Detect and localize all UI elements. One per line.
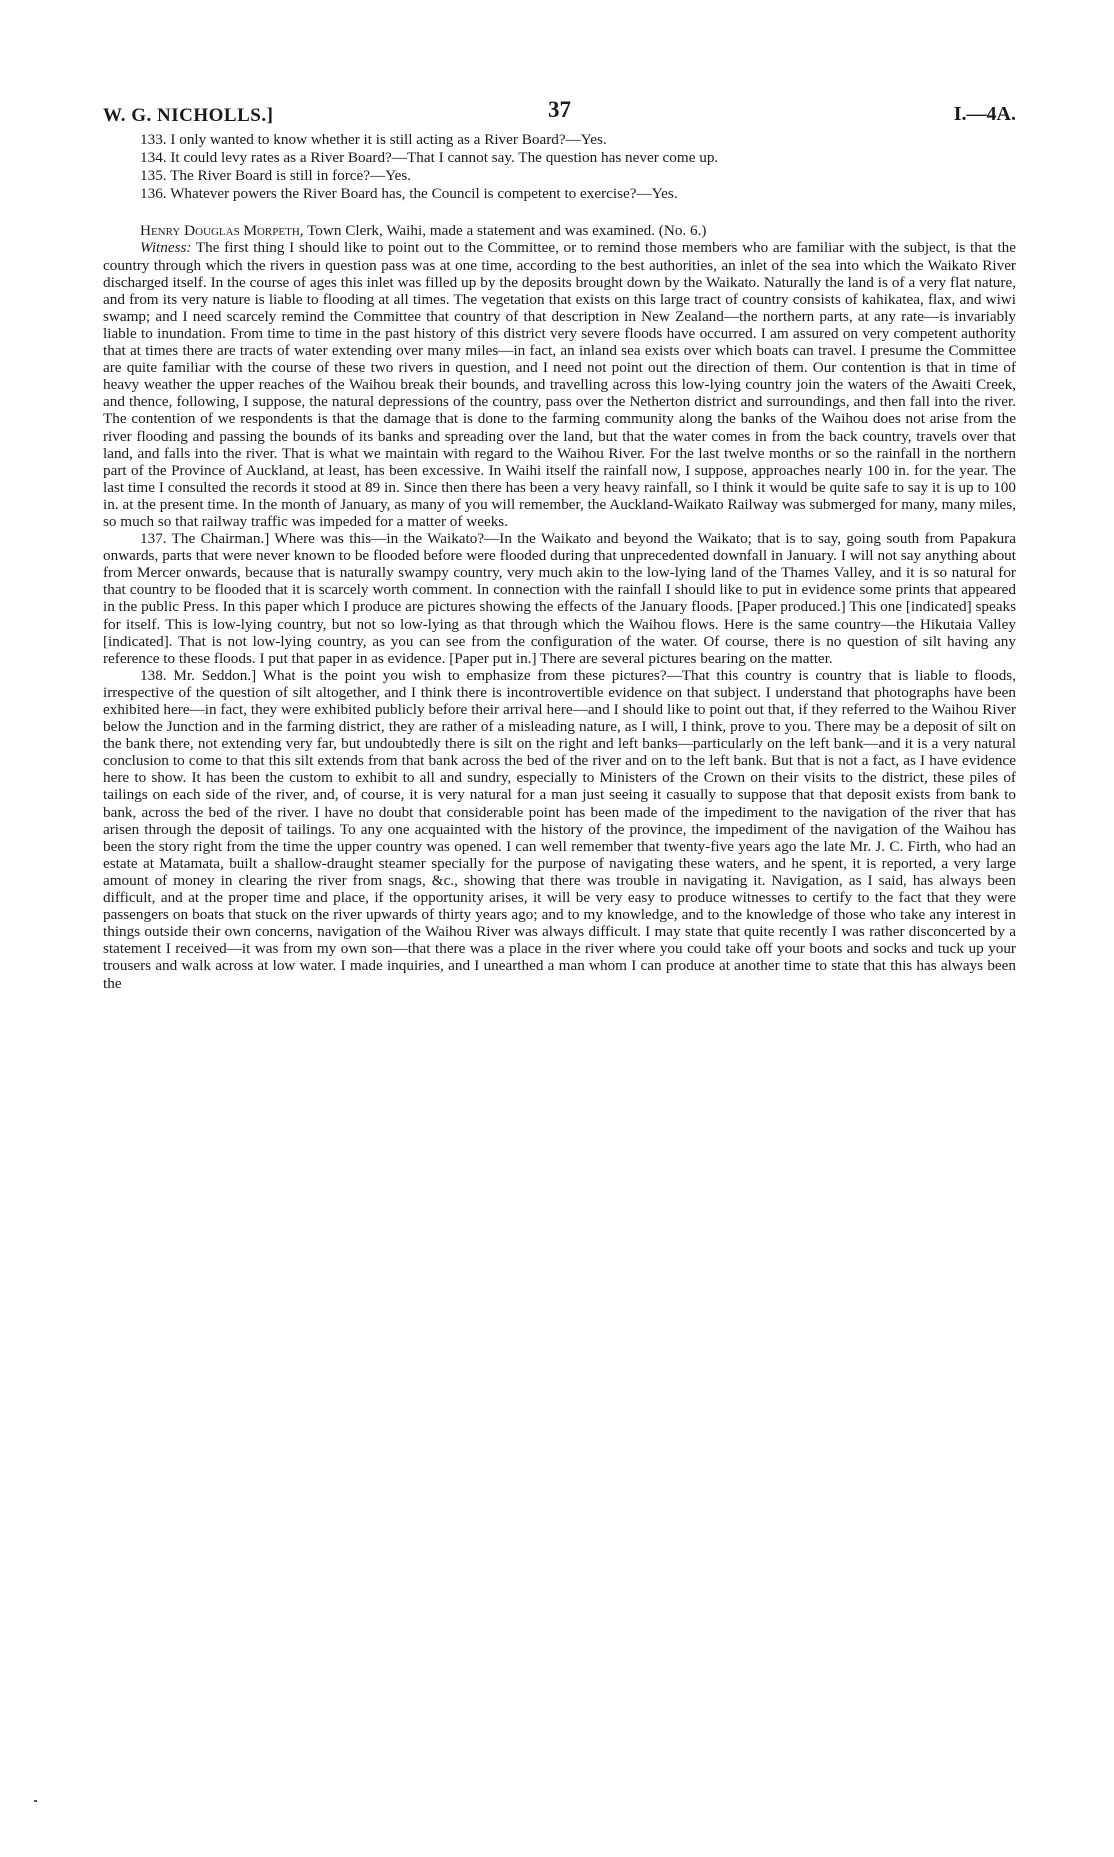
paragraph-lead: 138. Mr. Seddon.] [140, 666, 257, 684]
paragraph-witness-statement [103, 239, 1016, 530]
witness-heading [103, 222, 1016, 239]
header-witness-name: W. G. NICHOLLS.] [103, 105, 274, 126]
paragraph-body: What is the point you wish to emphasize from these pictures?—That this country is country that is liable to floods, irrespective of the question of silt altogether, and I think there is incontrovertible evidence on that subject. I understand that photographs have been exhibited here—in fact, they were exhibited publicly before their arrival here—and I should like to point out that, if they referred to the Waihou River below the Junction and in the farming district, they are rather of a misleading nature, as I will, I think, prove to you. There may be a deposit of silt on the bank there, not extending very far, but undoubtedly there is silt on the right and left banks—particularly on the left bank—and it is a very natural conclusion to come to that this silt extends from that bank across the bed of the river and on to the left bank. But that is not a fact, as I have evidence here to show. It has been the custom to exhibit to all and sundry, especially to Ministers of the Crown on their visits to the district, these piles of tailings on each side of the river, and, of course, it is very natural for a man just seeing it casually to suppose that that deposit exists from bank to bank, across the bed of the river. I have no doubt that considerable point has been made of the impediment to the navigation of the river that has arisen through the deposit of tailings. To any one acquainted with the history of the province, the impediment of the navigation of the Waihou has been the story right from the time the upper country was opened. I can well remember that twenty-five years ago the late Mr. J. C. Firth, who had an estate at Matamata, built a shallow-draught steamer specially for the purpose of navigating these waters, and he spent, it is reported, a very large amount of money in clearing the river from snags, &c., showing that there was trouble in navigating it. Navigation, as I said, has always been difficult, and at the proper time and place, if the opportunity arises, it will be very easy to produce witnesses to certify to the fact that they were passengers on boats that stuck on the river upwards of thirty years ago; and to my knowledge, and to the knowledge of those who take any interest in things outside their own concerns, navigation of the Waihou River was always difficult. I may state that quite recently I was rather disconcerted by a statement I received—it was from my own son—that there was a place in the river where you could take off your boots and socks and tuck up your trousers and walk across at low water. I made inquiries, and I unearthed a man whom I can produce at another time to state that this has always been the [103, 666, 1017, 992]
page-number: 37 [548, 97, 571, 122]
question-134: 134. It could levy rates as a River Board?—That I cannot say. The question has never come up. [140, 149, 719, 167]
paragraph-lead: 137. The Chairman.] [140, 530, 270, 548]
margin-speck [34, 1800, 37, 1802]
question-135: 135. The River Board is still in force?—Yes. [140, 167, 412, 185]
witness-section [103, 222, 1016, 991]
witness-name: Henry Douglas Morpeth [140, 222, 300, 240]
paragraph-lead: Witness: [140, 239, 192, 257]
document-page [103, 97, 1016, 992]
paragraph-body: Where was this—in the Waikato?—In the Waikato and beyond the Waikato; that is to say, going south from Papakura onwards, parts that were never known to be flooded before were flooded during that unprecedented downfall in January. I will not say anything about from Mercer onwards, because that is naturally swampy country, very much akin to the low-lying land of the Thames Valley, and it is so natural for that country to be flooded that it is scarcely worth comment. In connection with the rainfall I should like to put in evidence some prints that appeared in the public Press. In this paper which I produce are pictures showing the effects of the January floods. [Paper produced.] This one [indicated] speaks for itself. This is low-lying country, but not so low-lying as that through which the Waihou flows. Here is the same country—the Hikutaia Valley [indicated]. That is not low-lying country, as you can see from the configuration of the water. Of course, there is no question of silt having any reference to these floods. I put that paper in as evidence. [Paper put in.] There are several pictures bearing on the matter. [103, 530, 1016, 667]
document-reference: I.—4A. [953, 103, 1016, 125]
page-header [103, 97, 1016, 131]
question-block [103, 131, 1016, 202]
paragraph-body: The first thing I should like to point out to the Committee, or to remind those members who are familiar with the subject, is that the country through which the rivers in question pass was at one time, according to the best authorities, an inlet of the sea into which the Waikato River discharged itself. In the course of ages this inlet was filled up by the deposits brought down by the Waikato. Naturally the land is of a very flat nature, and from its very nature is liable to flooding at all times. The vegetation that exists on this large tract of country consists of kahikatea, flax, and wiwi swamp; and I need scarcely remind the Committee that country of that description in New Zealand—the northern parts, at any rate—is invariably liable to inundation. From time to time in the past history of this district very severe floods have occurred. I am assured on very competent authority that at times there are tracts of water extending over many miles—in fact, an inland sea exists over which boats can travel. I presume the Committee are quite familiar with the course of these two rivers in question, and I need not point out the direction of them. Our contention is that in time of heavy weather the upper reaches of the Waihou break their bounds, and travelling across this low-lying country join the waters of the Awaiti Creek, and thence, following, I suppose, the natural depressions of the country, pass over the Netherton district and surroundings, and then fall into the river. The contention of we respondents is that the damage that is done to the farming community along the banks of the Waihou does not arise from the river flooding and passing the bounds of its banks and spreading over the land, but that the water comes in from the back country, travels over that land, and falls into the river. That is what we maintain with regard to the Waihou River. For the last twelve months or so the rainfall in the northern part of the Province of Auckland, at least, has been excessive. In Waihi itself the rainfall now, I suppose, approaches nearly 100 in. for the year. The last time I consulted the records it stood at 89 in. Since then there has been a very heavy rainfall, so I think it would be quite safe to say it is up to 100 in. at the present time. In the month of January, as many of you will remember, the Auckland-Waikato Railway was submerged for many, many miles, so much so that railway traffic was impeded for a matter of weeks. [103, 239, 1016, 530]
question-133: 133. I only wanted to know whether it is still acting as a River Board?—Yes. [140, 131, 607, 148]
paragraph-137 [103, 530, 1016, 667]
question-136: 136. Whatever powers the River Board has, the Council is competent to exercise?—Yes. [140, 185, 678, 203]
paragraph-138 [103, 667, 1016, 992]
witness-description: , Town Clerk, Waihi, made a statement and was examined. (No. 6.) [299, 222, 707, 240]
